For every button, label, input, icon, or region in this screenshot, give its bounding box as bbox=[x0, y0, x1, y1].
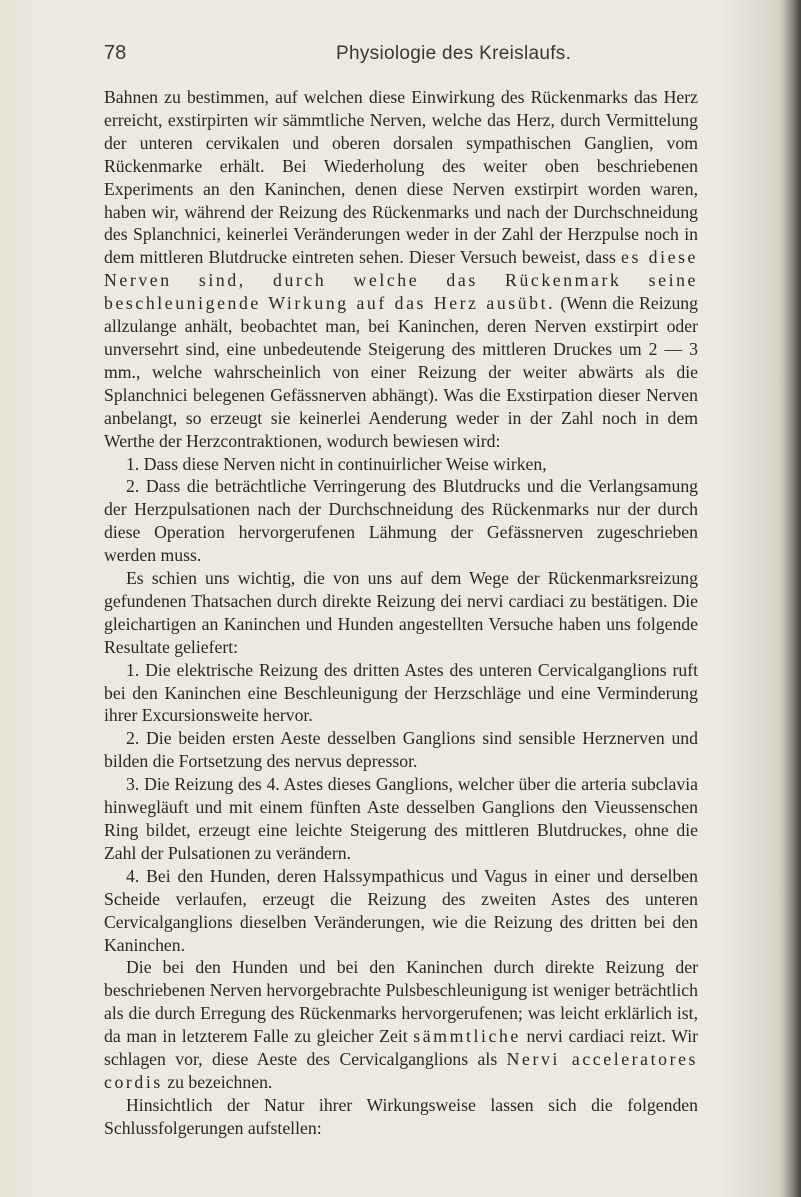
text-run: nervi cardiaci reizt. Wir schlagen vor, diese Aeste des Cervicalganglions als bbox=[104, 1026, 699, 1070]
running-head: Physiologie des Kreislaufs. bbox=[336, 43, 572, 64]
list-item: 4. Bei den Hunden, deren Halssympathicus und Vagus in einer und derselben Scheide verlaufen, erzeugt die Reizung des zweiten Astes des unteren Cervicalganglions dieselben Veränderungen, wie die Reizung des dritten bei den Kaninchen. bbox=[104, 865, 698, 955]
list-item: 2. Dass die beträchtliche Verringerung des Blutdrucks und die Verlangsamung der Herzpulsationen nach der Durchschneidung des Rückenmarks nur der durch diese Operation hervorgerufenen Lähmung der Gefässnerven zugeschrieben werden muss. bbox=[104, 476, 698, 566]
paragraph bbox=[104, 956, 698, 1093]
text-run: Die bei den Hunden und bei den Kaninchen durch direkte Reizung der beschriebenen Nerven hervorgebrachte Pulsbeschleunigung ist weniger beträchtlich als die durch Erregung des Rückenmarks hervorgerufenen; was leicht erklärlich ist, da man in letzterem Falle zu gleicher Zeit bbox=[104, 957, 698, 1047]
text-run: (Wenn die Reizung allzulange anhält, beobachtet man, bei Kaninchen, deren Nerven exstirpirt oder unversehrt sind, eine unbedeutende Steigerung des mittleren Druckes um 2 — 3 mm., welche wahrscheinlich von einer Reizung der weiter abwärts als die Splanchnici belegenen Gefässnerven abhängt). Was die Exstirpation dieser Nerven anbelangt, so erzeugt sie keinerlei Aenderung weder in der Zahl noch in dem Werthe der Herzcontraktionen, wodurch bewiesen wird: bbox=[104, 293, 698, 451]
paragraph: Hinsichtlich der Natur ihrer Wirkungsweise lassen sich die folgenden Schlussfolgerungen aufstellen: bbox=[104, 1094, 698, 1138]
list-item: 2. Die beiden ersten Aeste desselben Ganglions sind sensible Herznerven und bilden die Fortsetzung des nervus depressor. bbox=[104, 728, 698, 772]
text-body bbox=[104, 86, 698, 1140]
page-edge-shadow bbox=[783, 0, 801, 1197]
page-number: 78 bbox=[104, 42, 127, 64]
emphasized-text: Nervi acceleratores cordis bbox=[104, 1049, 698, 1092]
emphasized-text: sämmtliche bbox=[413, 1026, 521, 1047]
text-run: zu bezeichnen. bbox=[162, 1071, 273, 1092]
emphasized-text: es diese Nerven sind, durch welche das Rückenmark seine beschleunigende Wirkung auf das Herz ausübt. bbox=[104, 247, 698, 314]
paragraph bbox=[104, 86, 698, 453]
list-item: 3. Die Reizung des 4. Astes dieses Ganglions, welcher über die arteria subclavia hinwegläuft und mit einem fünften Aste desselben Ganglions den Vieussenschen Ring bildet, erzeugt eine leichte Steigerung des mittleren Blutdruckes, ohne die Zahl der Pulsationen zu verändern. bbox=[104, 774, 698, 863]
text-run: Bahnen zu bestimmen, auf welchen diese Einwirkung des Rückenmarks das Herz erreicht, exstirpirten wir sämmtliche Nerven, welche das Herz, durch Vermittelung der unteren cervikalen und oberen dorsalen sympathischen Ganglien, vom Rückenmarke erhält. Bei Wiederholung des weiter oben beschriebenen Experiments an den Kaninchen, denen diese Nerven exstirpirt worden waren, haben wir, während der Reizung des Rückenmarks und nach der Durchschneidung des Splanchnici, keinerlei Veränderungen weder in der Zahl der Herzpulse noch in dem mittleren Blutdrucke eintreten sehen. Dieser Versuch beweist, dass bbox=[104, 87, 698, 268]
list-item: 1. Dass diese Nerven nicht in continuirlicher Weise wirken, bbox=[126, 453, 547, 474]
paragraph: Es schien uns wichtig, die von uns auf dem Wege der Rückenmarksreizung gefundenen Thatsachen durch direkte Reizung dei nervi cardiaci zu bestätigen. Die gleichartigen an Kaninchen und Hunden angestellten Versuche haben uns folgende Resultate geliefert: bbox=[104, 568, 698, 657]
list-item: 1. Die elektrische Reizung des dritten Astes des unteren Cervicalganglions ruft bei den Kaninchen eine Beschleunigung der Herzschläge und eine Verminderung ihrer Excursionsweite hervor. bbox=[104, 659, 698, 726]
page-header bbox=[104, 42, 696, 68]
